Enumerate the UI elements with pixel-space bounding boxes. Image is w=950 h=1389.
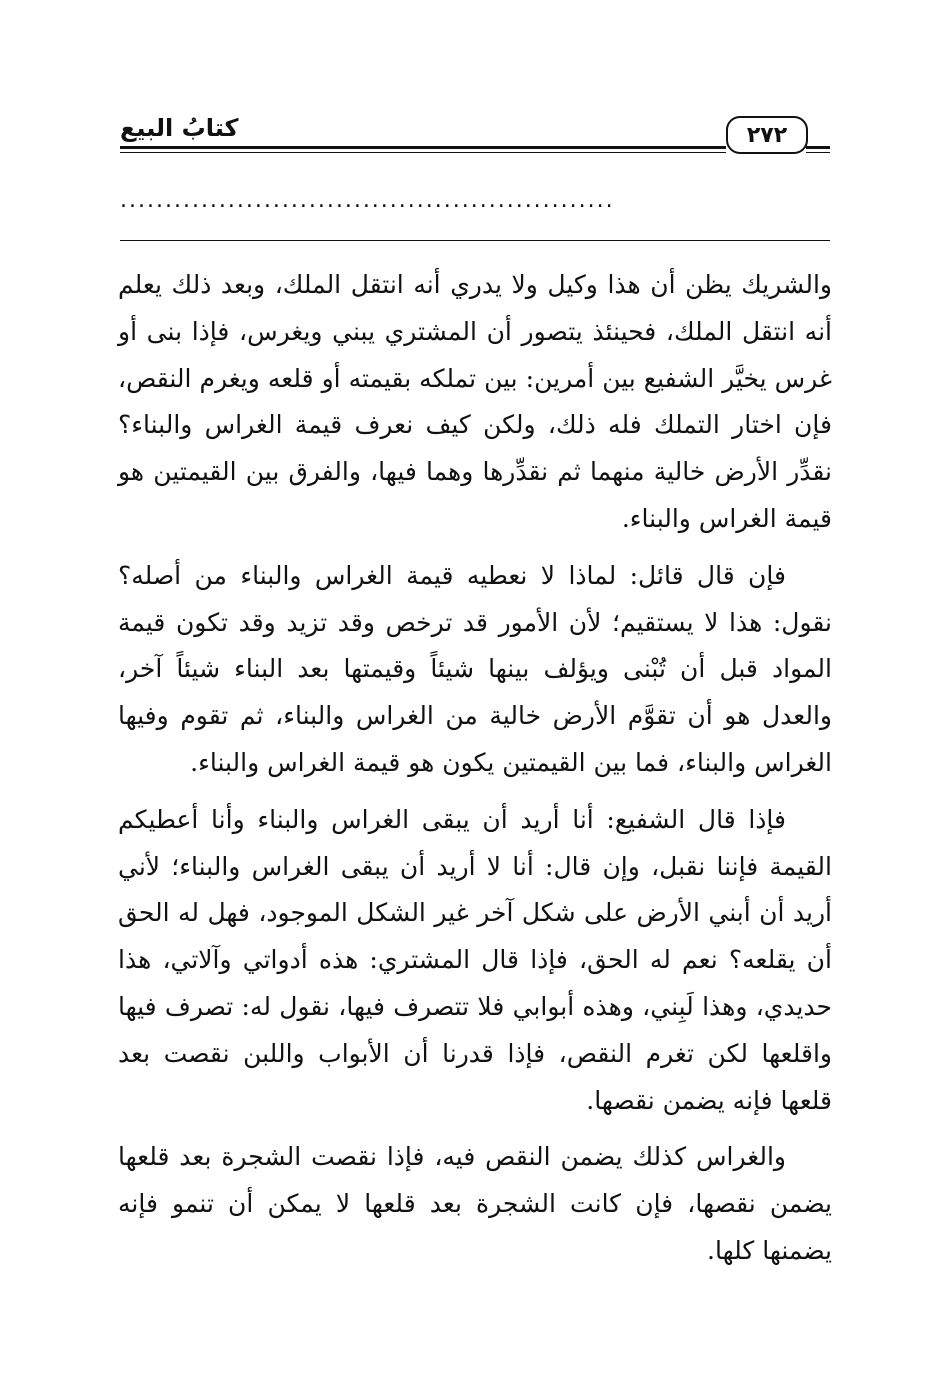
header-rule-right: [806, 146, 830, 149]
separator-line: [120, 240, 830, 241]
paragraph: فإذا قال الشفيع: أنا أريد أن يبقى الغراس والبناء وأنا أعطيكم القيمة فإننا نقبل، وإن قال: أنا لا أريد أن يبقى الغراس والبناء؛ لأني أريد أن أبني الأرض على شكل آخر غير الشكل الموجود، فهل له الحق أن يقلعه؟ نعم له الحق، فإذا قال المشتري: هذه أدواتي وآلاتي، هذا حديدي، وهذا لَبِني، وهذه أبوابي فلا تتصرف فيها، نقول له: تصرف فيها واقلعها لكن تغرم النقص، فإذا قدرنا أن الأبواب واللبن نقصت بعد قلعها فإنه يضمن نقصها.: [118, 804, 832, 1115]
header-rule-left: [120, 146, 726, 149]
dotted-divider: .......................................................: [120, 190, 615, 212]
paragraph: والشريك يظن أن هذا وكيل ولا يدري أنه انتقل الملك، وبعد ذلك يعلم أنه انتقل الملك، فحينئذ يتصور أن المشتري يبني ويغرس، فإذا بنى أو غرس يخيَّر الشفيع بين أمرين: بين تملكه بقيمته أو قلعه ويغرم النقص، فإن اختار التملك فله ذلك، ولكن كيف نعرف قيمة الغراس والبناء؟ نقدِّر الأرض خالية منهما ثم نقدِّرها وهما فيها، والفرق بين القيمتين هو قيمة الغراس والبناء.: [118, 270, 832, 533]
header-rule-left-thin: [120, 152, 726, 153]
page-header: [120, 110, 830, 160]
paragraph: فإن قال قائل: لماذا لا نعطيه قيمة الغراس والبناء من أصله؟ نقول: هذا لا يستقيم؛ لأن الأمور قد ترخص وقد تزيد وقد تكون قيمة المواد قبل أن تُبْنى ويؤلف بينها شيئاً وقيمتها بعد البناء شيئاً آخر، والعدل هو أن تقوَّم الأرض خالية من الغراس والبناء، ثم تقوم وفيها الغراس والبناء، فما بين القيمتين يكون هو قيمة الغراس والبناء.: [118, 560, 832, 777]
page-body: [118, 262, 832, 1285]
chapter-title: كتابُ البيع: [120, 114, 239, 142]
header-rule-right-thin: [806, 152, 830, 153]
page-number: ٢٧٢: [726, 116, 808, 154]
paragraph: والغراس كذلك يضمن النقص فيه، فإذا نقصت الشجرة بعد قلعها يضمن نقصها، فإن كانت الشجرة بعد قلعها لا يمكن أن تنمو فإنه يضمنها كلها.: [118, 1142, 832, 1265]
